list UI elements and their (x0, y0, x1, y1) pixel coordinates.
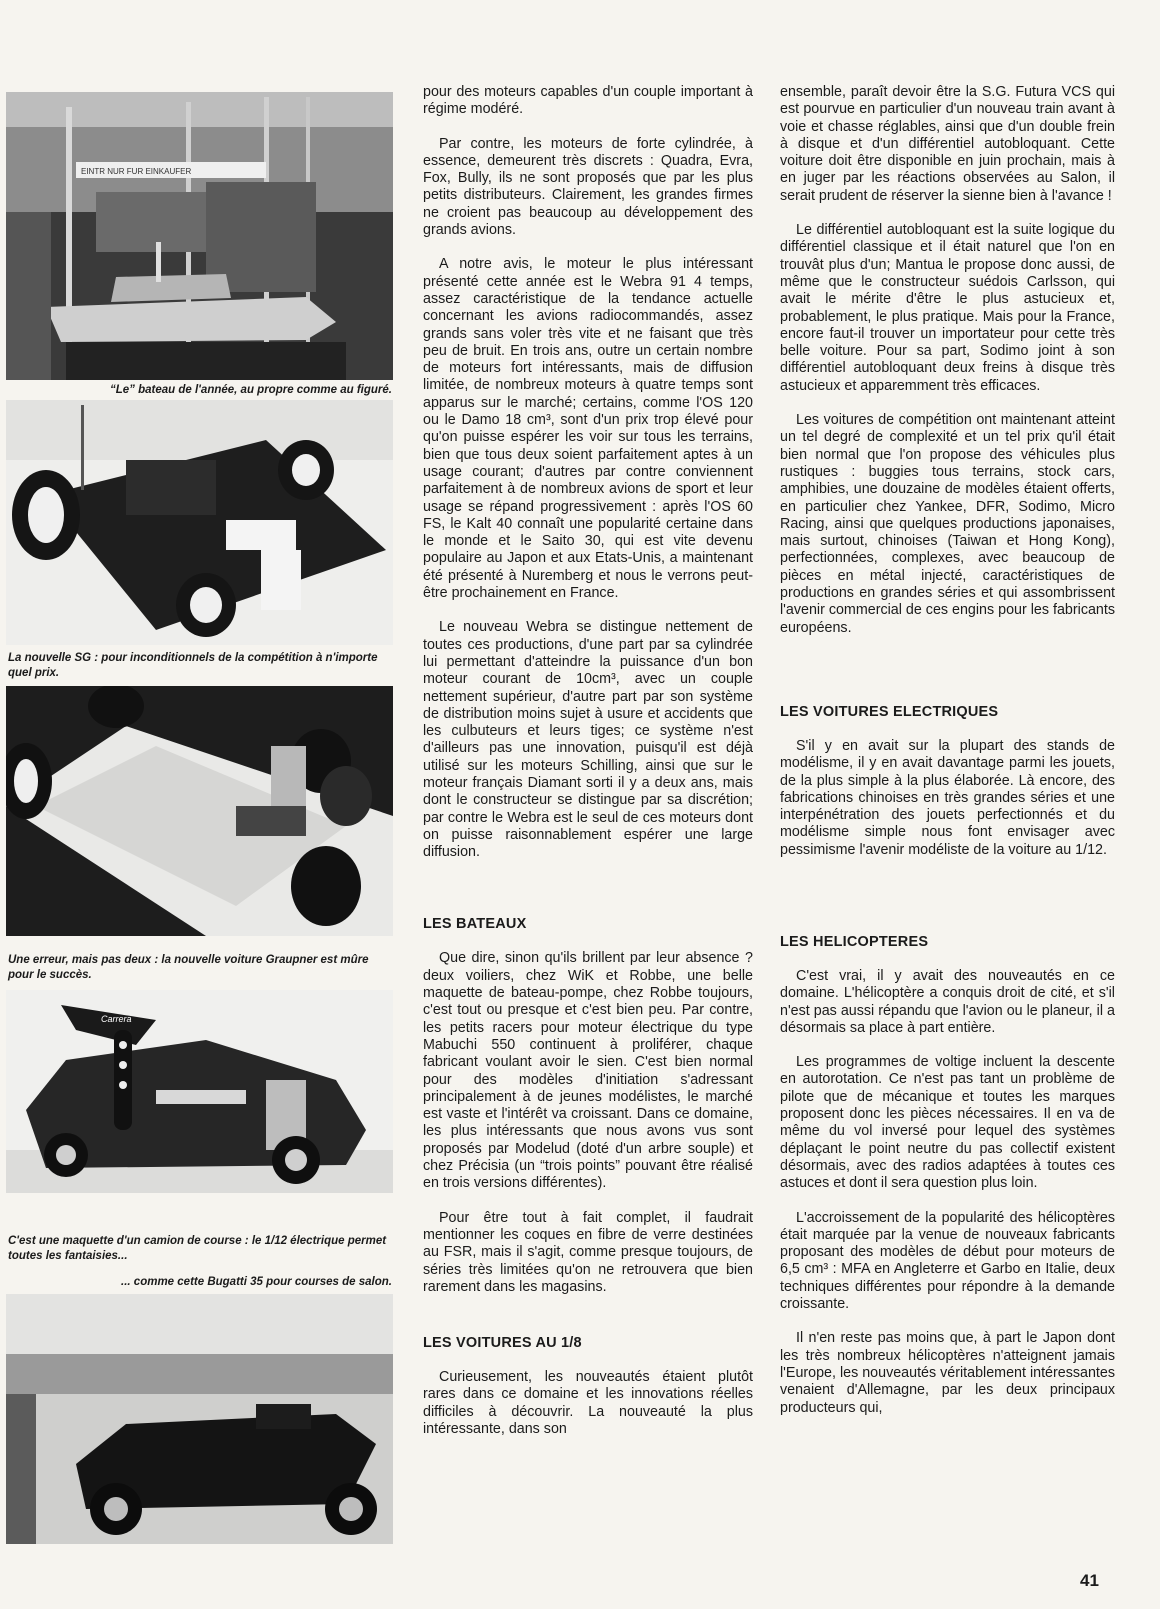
paragraph: S'il y en avait sur la plupart des stands de modélisme, il y en avait davantage parmi les jouets, de la plus simple à la plus élaborée. Là encore, des fabrications chinoises en très grandes séries et une interpénétration des jouets perfectionnés et du modélisme simple nous font envisager avec pessimisme l'avenir modéliste de la voiture au 1/12. (780, 737, 1115, 858)
section-heading-helicopteres: LES HELICOPTERES (780, 933, 929, 950)
caption-sg: La nouvelle SG : pour inconditionnels de la compétition à n'importe quel prix. (8, 652, 378, 679)
paragraph: A notre avis, le moteur le plus intéressant présenté cette année est le Webra 91 4 temps, assez caractéristique de la tendance actuelle concernant les avions radiocommandés, assez grands sans voler très vite et ne faisant que très peu de bruit. En trois ans, outre un certain nombre de moteurs fort intéressants, mais de diffusion limitée, de nombreux moteurs à quatre temps sont apparus sur le marché; certains, comme l'OS 120 ou le Damo 18 cm³, sont d'un prix trop élevé pour qu'on puisse espérer les voir sur tous les terrains, bien que tous deux soient parfaitement aptes à un usage courant; d'autres par contre conviennent parfaitement à de nombreux avions de sport et leur usage se répand progressivement : après l'OS 60 FS, le Kalt 40 connaît une popularité certaine dans le monde et le Saito 30, qui est vite devenu populaire au Japon et aux Etats-Unis, a maintenant été présenté à Nuremberg et nous le verrons peut-être prochainement en France. (423, 256, 753, 602)
paragraph: Que dire, sinon qu'ils brillent par leur absence ? deux voiliers, chez WiK et Robbe, une belle maquette de bateau-pompe, chez Robbe toujours, c'est tout ou presque et c'est bien peu. Par contre, les petits racers pour moteur électrique du type Mabuchi 550 continuent à proliférer, chaque fabricant voulant avoir le sien. C'est bien normal pour des modèles d'initiation s'adressant principalement à de jeunes modélistes, le marché est vaste et l'intérêt va croissant. Dans ce domaine, les plus intéressants que nous avons vus sont proposés par Modelud (doté d'un arbre souple) et chez Précisia (un “trois points” pouvant être réalisé en trois versions différentes). (423, 950, 753, 1192)
section-heading-voitures-electriques: LES VOITURES ELECTRIQUES (780, 703, 999, 720)
caption-camion: C'est une maquette d'un camion de course : le 1/12 électrique permet toutes les fantaisies... (8, 1235, 387, 1262)
caption-graupner: Une erreur, mais pas deux : la nouvelle voiture Graupner est mûre pour le succès. (8, 954, 369, 981)
truck-brand-text: Carrera (101, 1014, 132, 1024)
paragraph: ensemble, paraît devoir être la S.G. Futura VCS qui est pourvue en particulier d'un nouveau train avant à voie et chasse réglables, ainsi que d'un double frein à disque et d'un différentiel autobloquant. Cette voiture doit être disponible en juin prochain, mais à en juger par les réactions observées au Salon, il serait prudent de réserver la sienne bien à l'avance ! (780, 84, 1115, 204)
photo-race-truck (6, 990, 393, 1193)
paragraph: Pour être tout à fait complet, il faudrait mentionner les coques en fibre de verre destinées au FSR, mais il s'agit, comme presque toujours, de séries très limitées qu'on ne retrouvera que bien rarement dans les magasins. (423, 1209, 753, 1295)
text-column-right (780, 84, 1115, 1417)
section-heading-bateaux: LES BATEAUX (423, 916, 527, 933)
photo-sg-car (6, 400, 393, 645)
paragraph: C'est vrai, il y avait des nouveautés en ce domaine. L'hélicoptère a conquis droit de cité, et s'il n'est pas aussi répandu que l'avion ou le planeur, il a désormais sa place à part entière. (780, 967, 1115, 1036)
text-column-middle (423, 84, 753, 1438)
page-number: 41 (1080, 1571, 1099, 1590)
photo-graupner-car (6, 686, 393, 936)
bugatti-image (6, 1294, 393, 1544)
paragraph: pour des moteurs capables d'un couple important à régime modéré. (423, 84, 753, 118)
photo-bugatti (6, 1294, 393, 1544)
shop-banner-text: EINTR NUR FUR EINKAUFER (81, 167, 192, 176)
paragraph: L'accroissement de la popularité des hélicoptères était marquée par la venue de nouveaux fabricants proposant des modèles de début pour moteurs de 6,5 cm³ : MFA en Angleterre et Garbo en Italie, deux techniques différentes pour répondre à la demande croissante. (780, 1209, 1115, 1313)
caption-bugatti: ... comme cette Bugatti 35 pour courses de salon. (121, 1276, 392, 1288)
graupner-car-image (6, 686, 393, 936)
photo-boat-showcase (6, 92, 393, 380)
paragraph: Curieusement, les nouveautés étaient plutôt rares dans ce domaine et les innovations réelles difficiles à découvrir. La nouveauté la plus intéressante, dans son (423, 1369, 753, 1437)
boat-showcase-image (6, 92, 393, 380)
paragraph: Le différentiel autobloquant est la suite logique du différentiel classique et il était naturel que l'on en trouvât plus d'un; Mantua le propose donc aussi, de même que le constructeur suédois Carlsson, qui avait le mérite d'être le plus astucieux et, probablement, le plus pratique. Mais pour la France, encore faut-il trouver un importateur pour cette très belle voiture. Pour sa part, Sodimo joint à son différentiel autobloquant deux freins à disque très astucieux et apparemment très efficaces. (780, 222, 1115, 394)
caption-boat: “Le” bateau de l'année, au propre comme au figuré. (110, 384, 392, 396)
paragraph: Par contre, les moteurs de forte cylindrée, à essence, demeurent très discrets : Quadra, Evra, Fox, Bully, ils ne sont proposés que par les plus petits distributeurs. Clairement, les grandes firmes ne croient pas beaucoup au développement des grands avions. (423, 135, 753, 239)
paragraph: Il n'en reste pas moins que, à part le Japon dont les très nombreux hélicoptères n'atteignent jamais l'Europe, les nouveautés véritablement intéressantes venaient d'Allemagne, par les deux principaux producteurs qui, (780, 1330, 1115, 1416)
race-truck-image (6, 990, 393, 1193)
section-heading-voitures-1-8: LES VOITURES AU 1/8 (423, 1335, 582, 1352)
sg-car-image (6, 400, 393, 645)
paragraph: Les voitures de compétition ont maintenant atteint un tel degré de complexité et un tel prix qu'il était bien normal que l'on propose des véhicules plus rustiques : buggies tous terrains, stock cars, amphibies, une douzaine de modèles étaient offerts, en particulier chez Yankee, DFR, Sodimo, Micro Racing, ainsi que quelques productions japonaises, mais surtout, chinoises (Taiwan et Hong Kong), perfectionnées, complexes, avec beaucoup de pièces en métal injecté, caractéristiques de productions en grandes séries et qui assombrissent l'avenir commercial de ces engins pour les fabricants européens. (780, 412, 1115, 636)
paragraph: Le nouveau Webra se distingue nettement de toutes ces productions, d'une part par sa cylindrée lui permettant d'atteindre la puissance d'un bon moteur courant de 10cm³, avec un couple nettement supérieur, d'autre part par son système de distribution moins sujet à usure et accidents que les culbuteurs et leurs tiges; ce système n'est d'ailleurs pas une innovation, puisqu'il est déjà utilisé sur les moteurs Schilling, ainsi que sur le moteur français Diamant sorti il y a deux ans, mais dont le constructeur se distingue par sa discrétion; par contre le Webra est le seul de ces moteurs dont on puisse raisonnablement espérer une large diffusion. (423, 619, 753, 861)
paragraph: Les programmes de voltige incluent la descente en autorotation. Ce n'est pas tant un problème de pilote que de mécanique et toutes les marques proposent donc les pièces nécessaires. Il en va de même du vol inversé pour lequel des systèmes déplaçant le point neutre du pas collectif existent désormais, avec des radios adaptées à toutes ces astuces et dont il sera question plus loin. (780, 1054, 1115, 1192)
